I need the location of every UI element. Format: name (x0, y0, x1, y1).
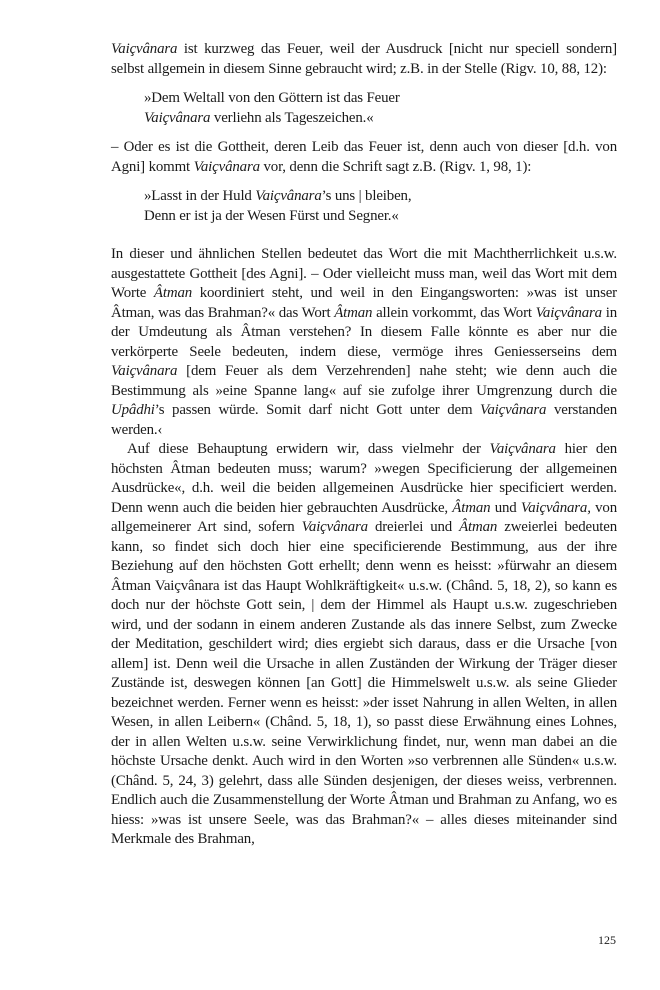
text-run: verliehn als Tageszeichen.« (210, 109, 374, 126)
italic-term: Vaiçvânara (255, 188, 322, 204)
text-run: [dem Feuer als dem Verzehrenden] nahe steht; wie denn auch die Bestimmung als »eine Spanne lang« auf sie zufolge ihrer Umgrenzung durch die (111, 363, 617, 399)
text-run: ist kurzweg das Feuer, weil der Ausdruck [nicht nur speciell sondern] selbst allgemein in diesem Sinne gebraucht wird; z.B. in der Stelle (Rigv. 10, 88, 12): (111, 41, 617, 77)
text-run: von allgemeinerer Art sind, sofern (111, 499, 617, 535)
paragraph-1 (111, 40, 617, 79)
text-run: zweierlei bedeuten kann, so findet sich doch hier eine specificierende Bestimmung, aus der ihre Beziehung auf den höchsten Gott erhellt; denn wenn es heisst: »fürwahr an diesem Âtman Vaiçvânara ist das Haupt Wohlkräftigkeit« u.s.w. (Chând. 5, 18, 2), so kann es doch nur der höchste Gott sein, | dem der Himmel als Haupt u.s.w. zugeschrieben wird, und der sodann in einem anderen Zustande als das innere Selbst, zum Zwecke der Meditation, geschildert wird; dies ergiebt sich daraus, dass er die Ursache [von allem] ist. Denn weil die Ursache in allen Zuständen der Wirkung der Träger dieser Zustände ist, deswegen können [an Gott] die Himmelswelt u.s.w. als seine Glieder bezeichnet werden. Ferner wenn es heisst: »der isset Nahrung in allen Welten, in allen Wesen, in allen Leibern« (Chând. 5, 18, 1), so passt diese Erwähnung eines Lohnes, der in allen Welten u.s.w. seine Verwirklichung findet, nur, wenn man dabei an die höchste Ursache denkt. Auch wird in den Worten »so verbrennen alle Sünden« u.s.w. (Chând. 5, 24, 3) gelehrt, dass alle Sünden desjenigen, der dieses weiss, verbrennen. Endlich auch die Zusammenstellung der Worte Âtman und Brahman zu Anfang, wo es hiess: »was ist unsere Seele, was das Brahman?« – alles dieses miteinander sind Merkmale des Brahman, (111, 519, 618, 847)
text-run: – Oder es ist die Gottheit, deren Leib das Feuer ist, denn auch von dieser [d.h. von Agni] kommt (111, 139, 617, 175)
italic-term: Vaiçvânara (489, 441, 556, 457)
italic-term: Vaiçvânara (301, 519, 368, 535)
paragraph-3 (111, 245, 617, 440)
text-run: verstanden werden.‹ (111, 402, 617, 438)
italic-term: Vaiçvânara (535, 304, 602, 321)
italic-term: Âtman (334, 304, 373, 321)
verse-quote-2 (144, 187, 617, 226)
italic-term: Âtman (153, 285, 193, 301)
verse-quote-1 (144, 89, 617, 128)
text-run: vor, denn die Schrift sagt z.B. (Rigv. 1, 98, 1): (259, 158, 532, 175)
paragraph-4 (111, 440, 617, 850)
text-run: dreierlei und (367, 519, 460, 535)
verse-line (144, 187, 617, 207)
verse-line (144, 109, 617, 129)
italic-term: Vaiçvânara, (520, 499, 591, 516)
italic-term: Vaiçvânara (480, 402, 547, 418)
italic-term: Âtman (452, 499, 491, 516)
verse-line (144, 207, 617, 227)
text-run: In dieser und ähnlichen Stellen bedeutet das Wort die mit Machtherrlichkeit u.s.w. ausgestattete Gottheit [des Agni]. – Oder vielleicht muss man, weil das Wort mit dem Worte (111, 246, 617, 301)
text-run: in der Umdeutung als Âtman verstehen? In diesem Falle könnte es aber nur die verkörperte Seele bedeuten, indem diese, vermöge ihres Geniesserseins dem (111, 304, 618, 360)
italic-term: Upâdhi (111, 402, 155, 418)
text-run: koordiniert steht, und weil in den Eingangsworten: »was ist unser Âtman, was das Brahman?« das Wort (111, 285, 617, 321)
text-run: ’s uns | bleiben, (321, 188, 412, 204)
text-run: Auf diese Behauptung erwidern wir, dass vielmehr der (127, 441, 490, 457)
italic-term: Vaiçvânara (111, 41, 178, 57)
italic-term: Âtman (459, 519, 498, 535)
verse-line (144, 89, 617, 109)
italic-term: Vaiçvânara (144, 109, 211, 126)
italic-term: Vaiçvânara (111, 363, 178, 379)
text-run: »Lasst in der Huld (144, 188, 256, 204)
paragraph-2 (111, 138, 617, 177)
text-run: und (490, 499, 521, 516)
text-run: »Dem Weltall von den Göttern ist das Feuer (144, 90, 400, 106)
text-run: allein vorkommt, das Wort (372, 304, 536, 321)
page-number: 125 (598, 933, 616, 947)
italic-term: Vaiçvânara (193, 158, 260, 175)
text-run: Denn er ist ja der Wesen Fürst und Segner.« (144, 207, 399, 224)
body-text (111, 40, 617, 850)
text-run: hier den höchsten Âtman bedeuten muss; warum? »wegen Specificierung der allgemeinen Ausdrücke«, d.h. weil die beiden allgemeinen Ausdrücke hier specificiert werden. Denn wenn auch die beiden hier gebrauchten Ausdrücke, (111, 441, 617, 516)
text-run: ’s passen würde. Somit darf nicht Gott unter dem (154, 402, 481, 418)
